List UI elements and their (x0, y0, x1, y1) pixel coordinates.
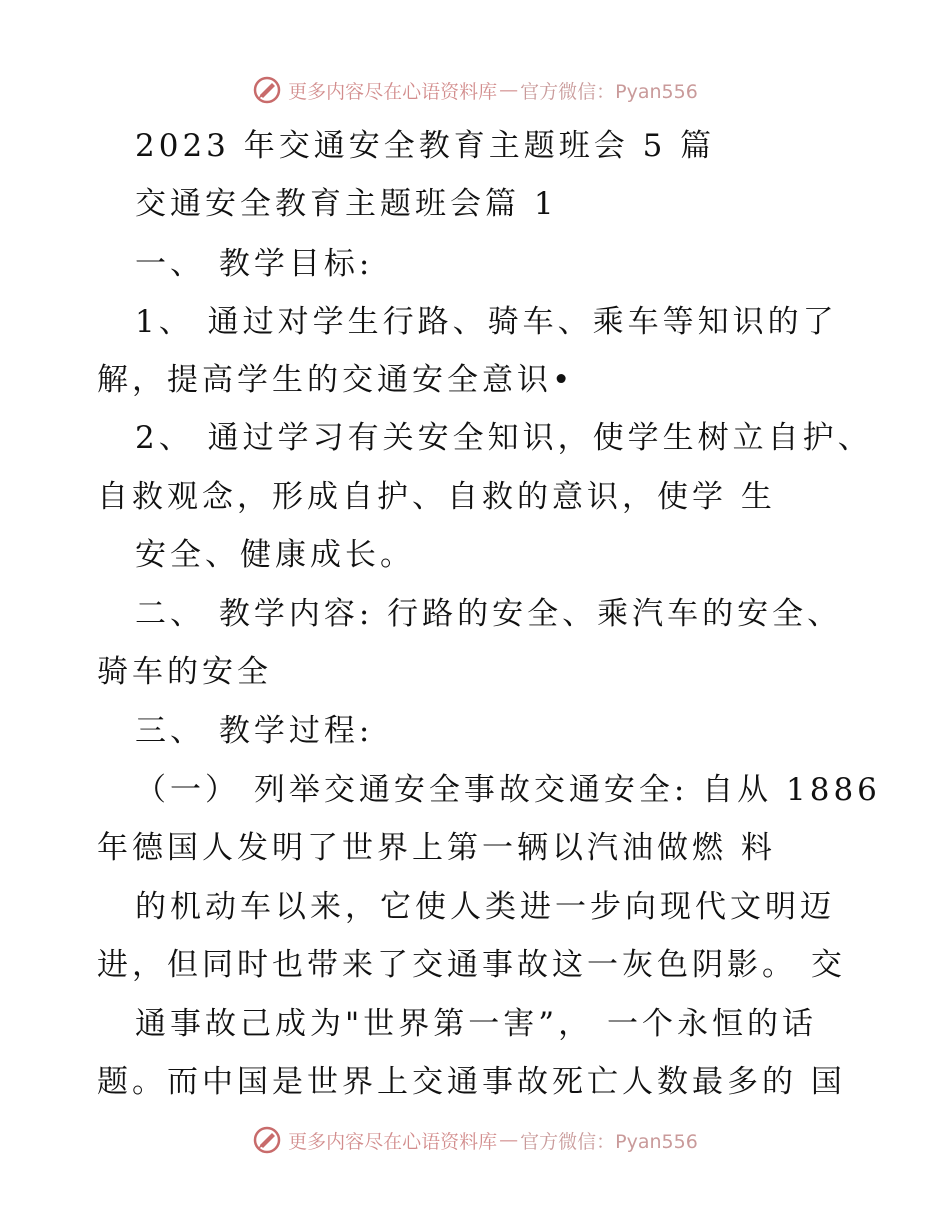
watermark-wechat-text: 官方微信：Pyan556 (520, 1130, 698, 1153)
paragraph-line: 三、 教学过程: (135, 713, 374, 749)
watermark-dash: — (499, 1129, 519, 1151)
paragraph-line: 安全、健康成长。 (135, 537, 415, 573)
paragraph-line: （一） 列举交通安全事故交通安全: 自从 1886 (135, 772, 881, 808)
paragraph-line: 题。而中国是世界上交通事故死亡人数最多的 国 (97, 1064, 846, 1100)
header-watermark (0, 70, 950, 110)
paragraph-line: 二、 教学内容: 行路的安全、乘汽车的安全、 (135, 596, 843, 632)
paragraph-line: 通事故己成为"世界第一害”， 一个永恒的话 (135, 1006, 817, 1042)
footer-watermark (0, 1120, 950, 1160)
paragraph-line: 1、 通过对学生行路、骑车、乘车等知识的了 (135, 304, 838, 340)
pen-logo-icon (252, 1125, 282, 1155)
watermark-main-text: 更多内容尽在心语资料库 (288, 80, 498, 103)
paragraph-line: 的机动车以来，它使人类进一步向现代文明迈 (135, 889, 835, 925)
paragraph-line: 解，提高学生的交通安全意识• (97, 362, 575, 398)
watermark-main-text: 更多内容尽在心语资料库 (288, 1130, 498, 1153)
pen-logo-icon (252, 75, 282, 105)
paragraph-line: 2、 通过学习有关安全知识，使学生树立自护、 (135, 420, 873, 456)
section-heading: 交通安全教育主题班会篇 1 (135, 186, 558, 222)
paragraph-line: 年德国人发明了世界上第一辆以汽油做燃 料 (97, 830, 776, 866)
watermark-dash: — (499, 79, 519, 101)
document-title: 2023 年交通安全教育主题班会 5 篇 (135, 128, 716, 164)
paragraph-line: 骑车的安全 (97, 654, 272, 690)
watermark-wechat-text: 官方微信：Pyan556 (520, 80, 698, 103)
paragraph-line: 一、 教学目标: (135, 246, 374, 282)
paragraph-line: 进，但同时也带来了交通事故这一灰色阴影。 交 (97, 947, 846, 983)
paragraph-line: 自救观念，形成自护、自救的意识，使学 生 (97, 479, 776, 515)
